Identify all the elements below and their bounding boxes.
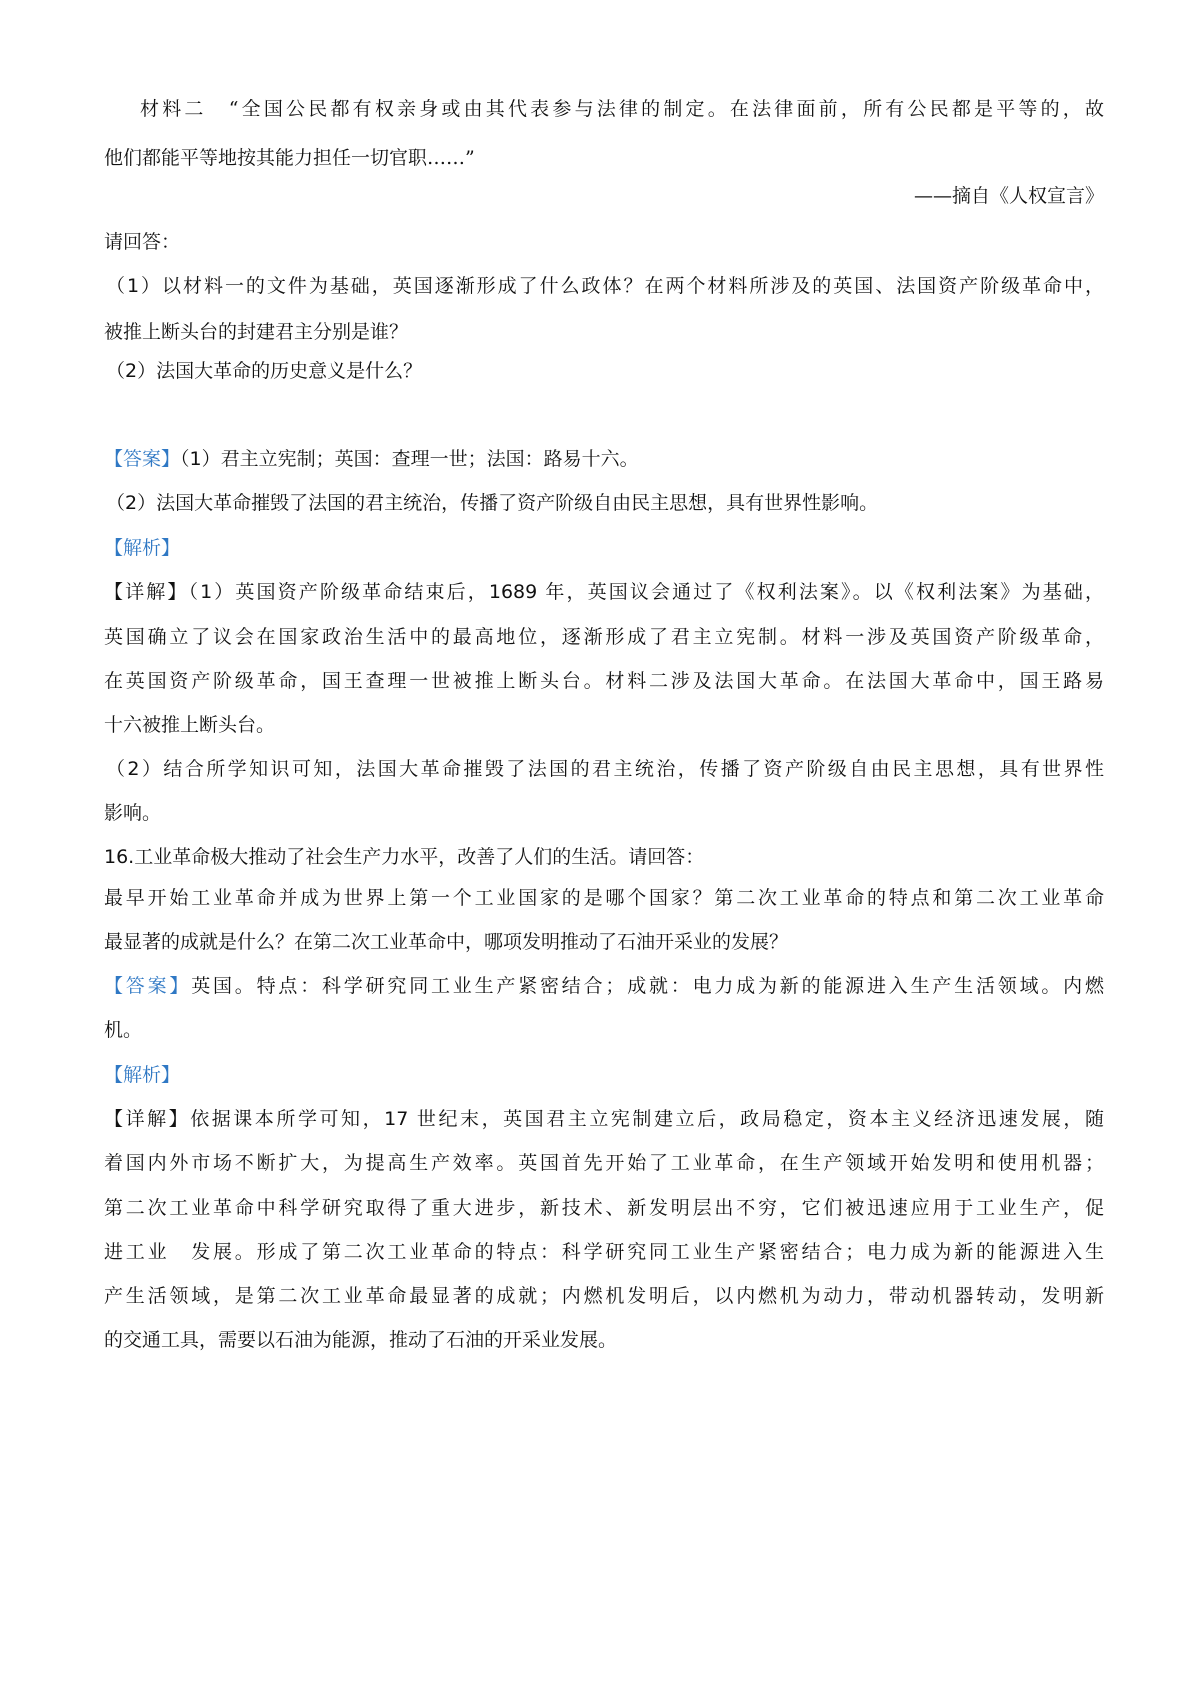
- detail-tag: 【详解】: [104, 1108, 191, 1130]
- q16-title: 16.工业革命极大推动了社会生产力水平，改善了人们的生活。请回答：: [104, 846, 705, 868]
- q15-detail1-text1: （1）英国资产阶级革命结束后，1689 年，英国议会通过了《权利法案》。以《权利法案》为基础，: [188, 581, 1104, 603]
- q15-detail1-line4: 十六被推上断头台。: [104, 714, 276, 736]
- q16-detail-line1: [104, 1106, 1104, 1132]
- q15-answer-row: [104, 446, 1104, 472]
- q16-detail-line2: 着国内外市场不断扩大，为提高生产效率。英国首先开始了工业革命，在生产领域开始发明和使用机器；: [104, 1152, 1104, 1174]
- answer-tag: 【答案】: [104, 975, 192, 997]
- q15-answer2: （2）法国大革命摧毁了法国的君主统治，传播了资产阶级自由民主思想，具有世界性影响。: [106, 492, 879, 514]
- q16-detail-line5: 产生活领域，是第二次工业革命最显著的成就；内燃机发明后，以内燃机为动力，带动机器转动，发明新: [104, 1285, 1104, 1307]
- q16-answer-text1: 英国。特点：科学研究同工业生产紧密结合；成就：电力成为新的能源进入生产生活领域。内燃: [191, 975, 1104, 997]
- q15-detail1-line3: 在英国资产阶级革命，国王查理一世被推上断头台。材料二涉及法国大革命。在法国大革命中，国王路易: [104, 670, 1104, 692]
- q16-detail-line4: 进工业 发展。形成了第二次工业革命的特点：科学研究同工业生产紧密结合；电力成为新的能源进入生: [104, 1241, 1104, 1263]
- q16-answer-line1: [104, 973, 1104, 999]
- q16-question-line1: 最早开始工业革命并成为世界上第一个工业国家的是哪个国家？第二次工业革命的特点和第二次工业革命: [104, 887, 1104, 909]
- q15-detail1-line1: [104, 579, 1104, 605]
- material2-line1: 材料二 “全国公民都有权亲身或由其代表参与法律的制定。在法律面前，所有公民都是平等的，故: [140, 98, 1104, 120]
- q16-detail-line6: 的交通工具，需要以石油为能源，推动了石油的开采业发展。: [104, 1329, 618, 1351]
- detail-tag: 【详解】: [104, 581, 189, 603]
- q16-question-line2: 最显著的成就是什么？在第二次工业革命中，哪项发明推动了石油开采业的发展？: [104, 931, 789, 953]
- q15-prompt: 请回答：: [104, 231, 181, 253]
- q15-sub2: （2）法国大革命的历史意义是什么？: [106, 360, 423, 382]
- q15-detail1-line2: 英国确立了议会在国家政治生活中的最高地位，逐渐形成了君主立宪制。材料一涉及英国资产阶级革命，: [104, 626, 1104, 648]
- material2-source: ——摘自《人权宣言》: [913, 185, 1104, 207]
- q16-detail-line3: 第二次工业革命中科学研究取得了重大进步，新技术、新发明层出不穷，它们被迅速应用于工业生产，促: [104, 1197, 1104, 1219]
- q15-detail2-line2: 影响。: [104, 802, 162, 824]
- q15-sub1-line1: （1）以材料一的文件为基础，英国逐渐形成了什么政体？在两个材料所涉及的英国、法国资产阶级革命中，: [106, 275, 1104, 297]
- q15-detail2-line1: （2）结合所学知识可知，法国大革命摧毁了法国的君主统治，传播了资产阶级自由民主思想，具有世界性: [106, 758, 1104, 780]
- q15-analysis-tag: 【解析】: [104, 537, 181, 559]
- q15-answer1: （1）君主立宪制；英国：查理一世；法国：路易十六。: [180, 448, 639, 470]
- q16-analysis-tag: 【解析】: [104, 1064, 181, 1086]
- answer-tag: 【答案】: [104, 448, 181, 470]
- q16-detail-text1: 依据课本所学可知，17 世纪末，英国君主立宪制建立后，政局稳定，资本主义经济迅速发展，随: [190, 1108, 1104, 1130]
- q16-answer-line2: 机。: [104, 1019, 143, 1041]
- material2-line2: 他们都能平等地按其能力担任一切官职……”: [104, 147, 475, 169]
- q15-sub1-line2: 被推上断头台的封建君主分别是谁？: [104, 321, 409, 343]
